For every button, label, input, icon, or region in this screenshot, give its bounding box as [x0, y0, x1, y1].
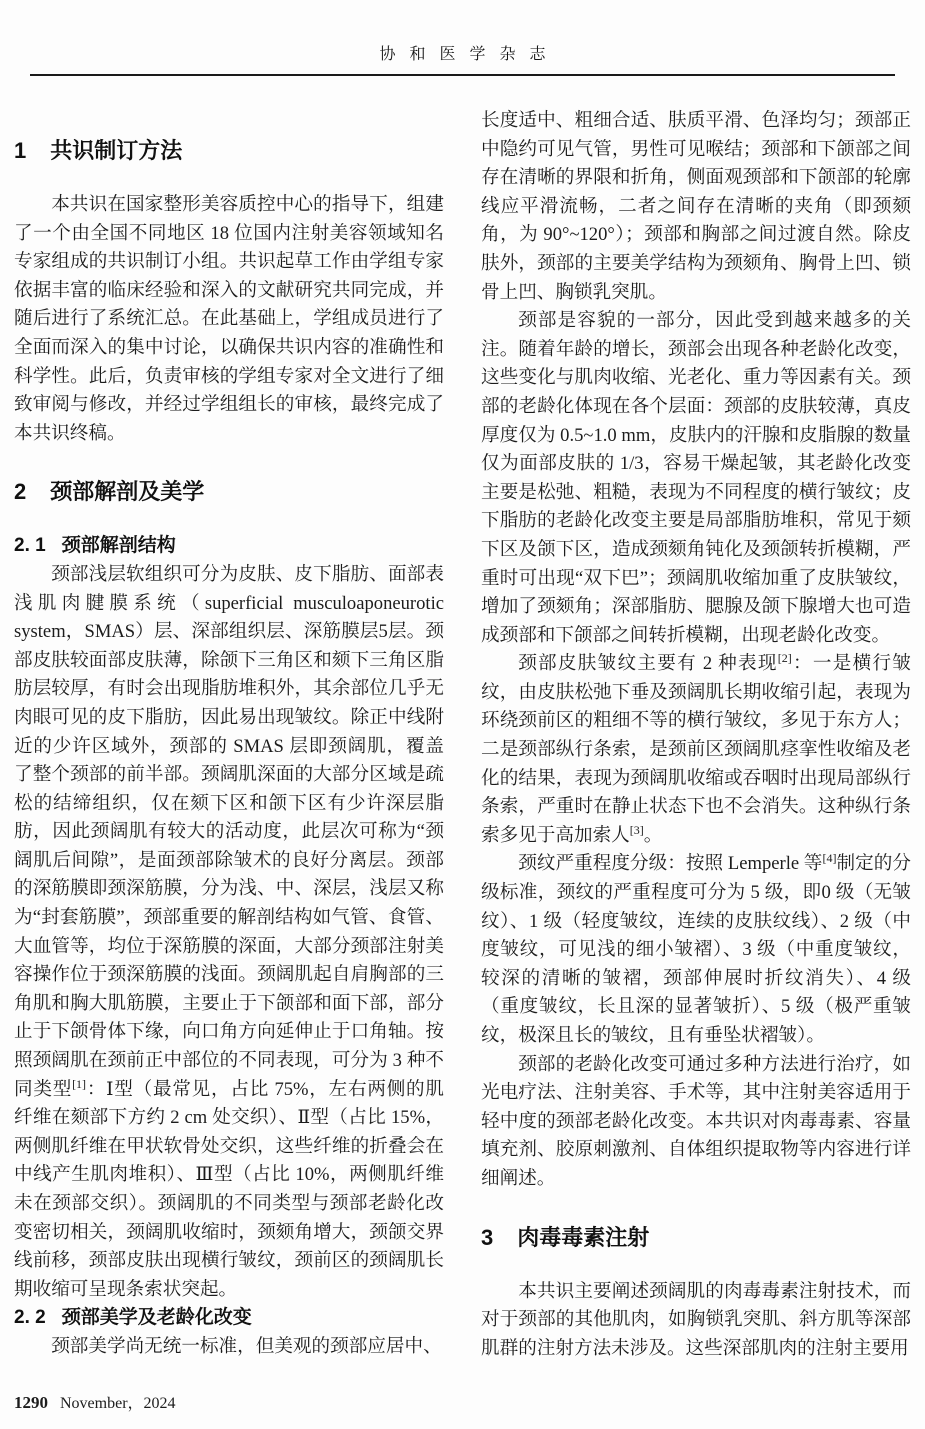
paragraph: 颈部美学尚无统一标准，但美观的颈部应居中、	[51, 1335, 442, 1357]
citation-ref: [1]	[72, 1076, 87, 1091]
paragraph: 长度适中、粗细合适、肤质平滑、色泽均匀；颈部正中隐约可见气管，男性可见喉结；颈部和下颌部之间存在清晰的界限和折角，侧面观颈部和下颌部的轮廓线应平滑流畅，二者之间存在清晰的夹角（即颈颏角，为 90°~120°）；颈部和胸部之间过渡自然。除皮肤外，颈部的主要美学结构为颈颏角、胸骨上凹、锁骨上凹、胸锁乳突肌。	[481, 110, 911, 303]
section-heading-3	[481, 1223, 911, 1253]
section-title: 共识制订方法	[50, 138, 183, 163]
section-heading-2	[14, 477, 444, 507]
content-columns	[0, 76, 925, 1363]
page-number: 1290	[14, 1393, 48, 1412]
section-number: 2. 2	[14, 1307, 46, 1329]
paragraph: 颈部的老龄化改变可通过多种方法进行治疗，如光电疗法、注射美容、手术等，其中注射美容适用于轻中度的颈部老龄化改变。本共识对肉毒毒素、容量填充剂、胶原刺激剂、自体组织提取物等内容进行详细阐述。	[481, 1053, 911, 1189]
section-number: 3	[481, 1224, 494, 1250]
section-number: 2. 1	[14, 535, 46, 557]
paragraph: 颈部是容貌的一部分，因此受到越来越多的关注。随着年龄的增长，颈部会出现各种老龄化改变，这些变化与肌肉收缩、光老化、重力等因素有关。颈部的老龄化体现在各个层面：颈部的皮肤较薄，真皮厚度仅为 0.5~1.0 mm，皮肤内的汗腺和皮脂腺的数量仅为面部皮肤的 1/3，容易干燥起皱，其老龄化改变主要是松弛、粗糙，表现为不同程度的横行皱纹；皮下脂肪的老龄化改变主要是局部脂肪堆积，常见于颏下区及颌下区，造成颈颏角钝化及颈颌转折模糊，严重时可出现“双下巴”；颈阔肌收缩加重了皮肤皱纹，增加了颈颏角；深部脂肪、腮腺及颌下腺增大也可造成颈部和下颌部之间转折模糊，出现老龄化改变。	[481, 310, 911, 646]
page-footer	[14, 1390, 176, 1413]
paragraph: 颈部皮肤皱纹主要有 2 种表现[2]：一是横行皱纹，由皮肤松弛下垂及颈阔肌长期收缩引起，表现为环绕颈前区的粗细不等的横行皱纹，多见于东方人；二是颈部纵行条索，是颈前区颈阔肌痉挛性收缩及老化的结果，表现为颈阔肌收缩或吞咽时出现局部纵行条索，严重时在静止状态下也不会消失。这种纵行条索多见于高加索人[3]。	[481, 651, 911, 846]
citation-ref: [3]	[629, 822, 644, 837]
column-right	[481, 107, 911, 1363]
section-heading-2.1	[14, 532, 444, 561]
section-heading-1	[14, 136, 444, 166]
citation-ref: [2]	[777, 651, 792, 666]
section-title: 颈部解剖结构	[61, 535, 176, 557]
paragraph: 颈部浅层软组织可分为皮肤、皮下脂肪、面部表浅肌肉腱膜系统（superficial musculoaponeurotic system，SMAS）层、深部组织层、深筋膜层5层。颈部皮肤较面部皮肤薄，除颌下三角区和颏下三角区脂肪层较厚，有时会出现脂肪堆积外，其余部位几乎无肉眼可见的皮下脂肪，因此易出现皱纹。除正中线附近的少许区域外，颈部的 SMAS 层即颈阔肌，覆盖了整个颈部的前半部。颈阔肌深面的大部分区域是疏松的结缔组织，仅在颏下区和颌下区有少许深层脂肪，因此颈阔肌有较大的活动度，此层次可称为“颈阔肌后间隙”，是面颈部除皱术的良好分离层。颈部的深筋膜即颈深筋膜，分为浅、中、深层，浅层又称为“封套筋膜”，颈部重要的解剖结构如气管、食管、大血管等，均位于深筋膜的深面，大部分颈部注射美容操作位于颈深筋膜的浅面。颈阔肌起自肩胸部的三角肌和胸大肌筋膜，主要止于下颌部和面下部，部分止于下颌骨体下缘，向口角方向延伸止于口角轴。按照颈阔肌在颈前正中部位的不同表现，可分为 3 种不同类型[1]：Ⅰ型（最常见，占比 75%，左右两侧的肌纤维在颏部下方约 2 cm 处交织）、Ⅱ型（占比 15%，两侧肌纤维在甲状软骨处交织，这些纤维的折叠会在中线产生肌肉堆积）、Ⅲ型（占比 10%，两侧肌纤维未在颈部交织）。颈阔肌的不同类型与颈部老龄化改变密切相关，颈阔肌收缩时，颈颏角增大，颈颌交界线前移，颈部皮肤出现横行皱纹，颈前区的颈阔肌长期收缩可呈现条索状突起。	[14, 563, 444, 1300]
journal-title: 协和医学杂志	[379, 46, 560, 63]
section-title: 肉毒毒素注射	[517, 1224, 650, 1250]
paragraph: 本共识在国家整形美容质控中心的指导下，组建了一个由全国不同地区 18 位国内注射美容领域知名专家组成的共识制订小组。共识起草工作由学组专家依据丰富的临床经验和深入的文献研究共同完成，并随后进行了系统汇总。在此基础上，学组成员进行了全面而深入的集中讨论，以确保共识内容的准确性和科学性。此后，负责审核的学组专家对全文进行了细致审阅与修改，并经过学组组长的审核，最终完成了本共识终稿。	[14, 194, 444, 444]
section-title: 颈部解剖及美学	[50, 479, 205, 505]
section-heading-2.2	[14, 1304, 444, 1333]
section-title: 颈部美学及老龄化改变	[61, 1307, 252, 1329]
citation-ref: [4]	[822, 851, 837, 866]
paragraph: 本共识主要阐述颈阔肌的肉毒毒素注射技术，而对于颈部的其他肌肉，如胸锁乳突肌、斜方肌等深部肌群的注射方法未涉及。这些深部肌肉的注射主要用	[481, 1280, 911, 1359]
section-number: 2	[14, 479, 27, 505]
column-left	[14, 107, 444, 1363]
issue-date: November，2024	[60, 1395, 176, 1412]
paragraph: 颈纹严重程度分级：按照 Lemperle 等[4]制定的分级标准，颈纹的严重程度可分为 5 级，即0 级（无皱纹）、1 级（轻度皱纹，连续的皮肤纹线）、2 级（中度皱纹，可见浅的细小皱褶）、3 级（中重度皱纹，较深的清晰的皱褶，颈部伸展时折纹消失）、4 级（重度皱纹，长且深的显著皱折）、5 级（极严重皱纹，极深且长的皱纹，且有垂坠状褶皱）。	[481, 851, 911, 1046]
section-number: 1	[14, 138, 27, 163]
